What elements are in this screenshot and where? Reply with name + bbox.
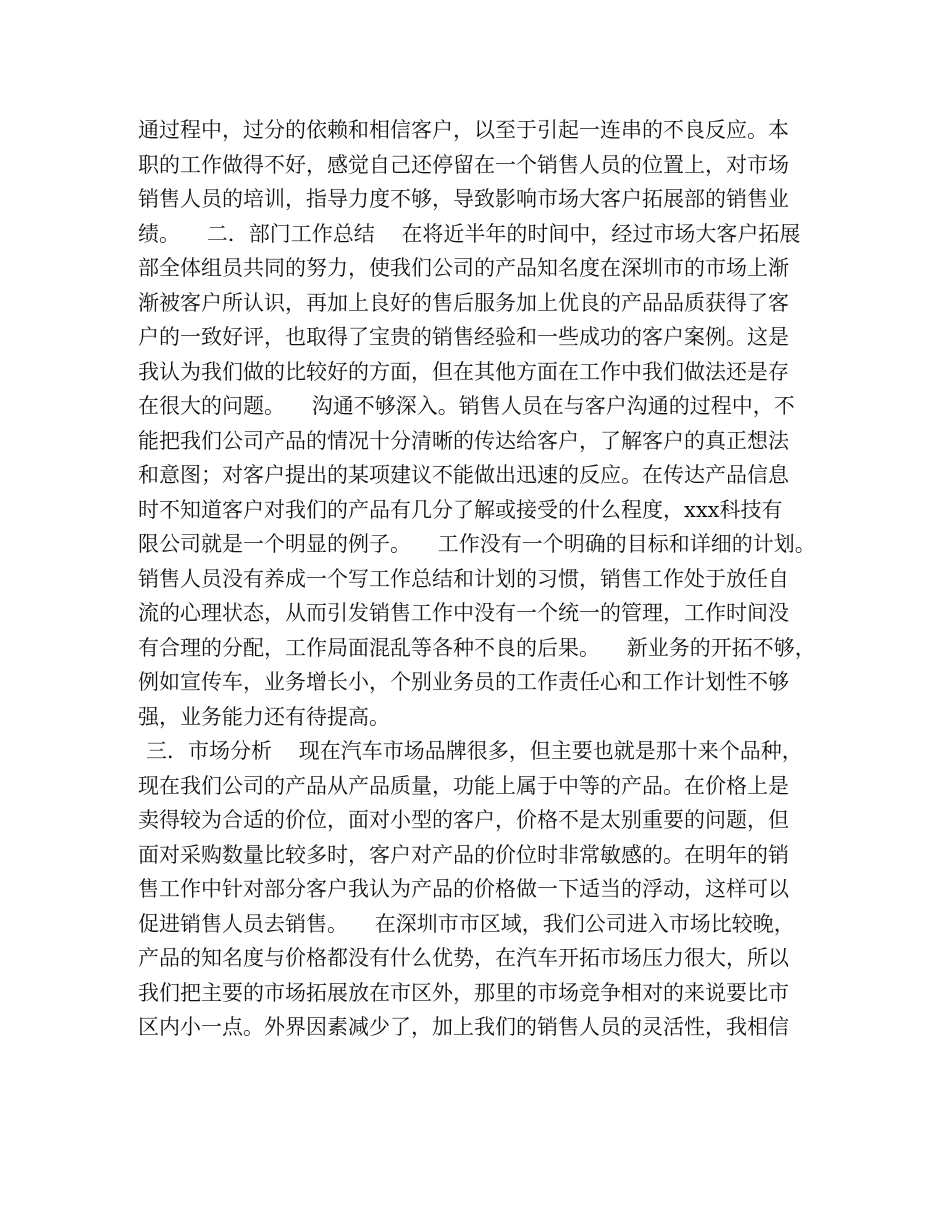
text-line: 有合理的分配，工作局面混乱等各种不良的后果。 新业务的开拓不够， [138, 635, 816, 660]
text-line: 强，业务能力还有待提高。 [138, 704, 390, 729]
text-line: 促进销售人员去销售。 在深圳市市区域，我们公司进入市场比较晚， [138, 911, 795, 936]
text-line: 销售人员没有养成一个写工作总结和计划的习惯，销售工作处于放任自 [138, 566, 789, 591]
text-line: 绩。 二．部门工作总结 在将近半年的时间中，经过市场大客户拓展 [138, 221, 801, 246]
text-line: 渐被客户所认识，再加上良好的售后服务加上优良的产品品质获得了客 [138, 290, 789, 315]
text-line: 通过程中，过分的依赖和相信客户，以至于引起一连串的不良反应。本 [138, 118, 789, 142]
text-line: 流的心理状态，从而引发销售工作中没有一个统一的管理，工作时间没 [138, 601, 789, 625]
text-line: 限公司就是一个明显的例子。 工作没有一个明确的目标和详细的计划。 [138, 532, 816, 556]
text-line: 部全体组员共同的努力，使我们公司的产品知名度在深圳市的市场上渐 [138, 256, 789, 280]
text-line: 职的工作做得不好，感觉自己还停留在一个销售人员的位置上，对市场 [138, 152, 789, 177]
body-text [138, 113, 828, 1045]
text-line: 例如宣传车，业务增长小，个别业务员的工作责任心和工作计划性不够 [138, 670, 789, 694]
text-line: 我们把主要的市场拓展放在市区外，那里的市场竞争相对的来说要比市 [138, 980, 789, 1005]
text-line: 销售人员的培训，指导力度不够，导致影响市场大客户拓展部的销售业 [138, 187, 789, 211]
text-line: 和意图；对客户提出的某项建议不能做出迅速的反应。在传达产品信息 [138, 463, 789, 487]
text-line: 能把我们公司产品的情况十分清晰的传达给客户，了解客户的真正想法 [138, 428, 789, 453]
text-line: 售工作中针对部分客户我认为产品的价格做一下适当的浮动，这样可以 [138, 877, 789, 901]
text-line: 户的一致好评，也取得了宝贵的销售经验和一些成功的客户案例。这是 [138, 325, 789, 349]
text-line: 产品的知名度与价格都没有什么优势，在汽车开拓市场压力很大，所以 [138, 946, 789, 970]
section-heading-line: 三．市场分析 现在汽车市场品牌很多，但主要也就是那十来个品种， [146, 739, 803, 763]
text-line: 卖得较为合适的价位，面对小型的客户，价格不是太别重要的问题，但 [138, 808, 789, 832]
text-line: 时不知道客户对我们的产品有几分了解或接受的什么程度，xxx科技有 [138, 497, 783, 522]
text-line: 在很大的问题。 沟通不够深入。销售人员在与客户沟通的过程中，不 [138, 394, 795, 418]
text-line: 我认为我们做的比较好的方面，但在其他方面在工作中我们做法还是存 [138, 359, 789, 384]
text-line: 区内小一点。外界因素减少了，加上我们的销售人员的灵活性，我相信 [138, 1015, 789, 1039]
text-line: 现在我们公司的产品从产品质量，功能上属于中等的产品。在价格上是 [138, 773, 789, 798]
text-line: 面对采购数量比较多时，客户对产品的价位时非常敏感的。在明年的销 [138, 842, 789, 867]
